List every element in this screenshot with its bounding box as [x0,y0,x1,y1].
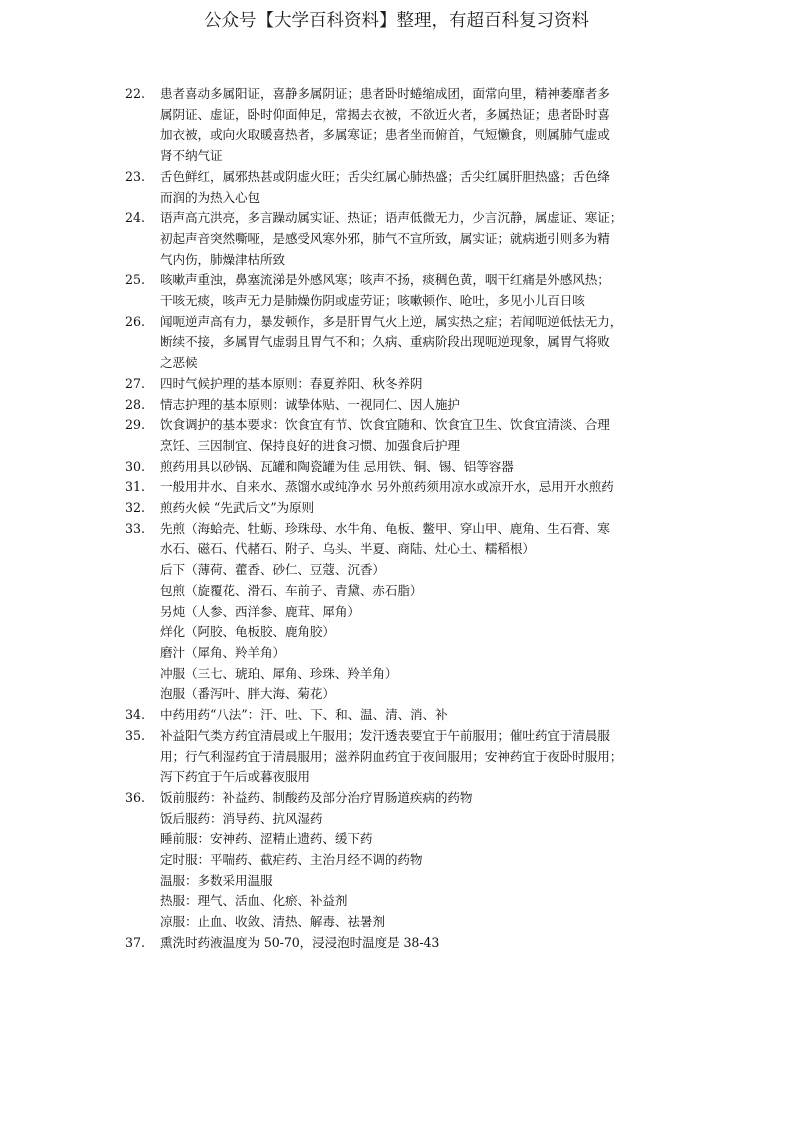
list-item [125,208,665,270]
item-text-line: 情志护理的基本原则：诚挚体贴、一视同仁、因人施护 [160,396,460,412]
item-number: 24. [125,210,146,226]
item-number: 27. [125,375,146,391]
item-text-line: 凉服：止血、收敛、清热、解毒、祛暑剂 [160,914,385,930]
item-text-line: 一般用井水、自来水、蒸馏水或纯净水 另外煎药须用凉水或凉开水，忌用开水煎药 [160,479,614,495]
item-text [160,270,665,311]
item-text-line: 饭后服药：消导药、抗风湿药 [160,810,323,826]
item-text-line: 磨汁（犀角、羚羊角） [160,644,285,660]
item-text-line: 泻下药宜于午后或暮夜服用 [160,769,310,785]
item-text [160,705,665,726]
item-text-line: 煎药用具以砂锅、瓦罐和陶瓷罐为佳 忌用铁、铜、锡、铝等容器 [160,458,514,474]
list-item [125,726,665,788]
list-item [125,457,665,478]
item-number: 22. [125,86,146,101]
item-text-line: 定时服：平喘药、截疟药、主治月经不调的药物 [160,852,423,868]
item-text-line: 冲服（三七、琥珀、犀角、珍珠、羚羊角） [160,665,398,681]
item-text [160,726,665,788]
item-text [160,374,665,395]
list-item [125,705,665,726]
item-number: 37. [125,934,146,950]
list-item [125,312,665,374]
item-text-line: 初起声音突然嘶哑，是感受风寒外邪，肺气不宣所致，属实证；就病逝引则多为精 [160,230,610,246]
item-text-line: 煎药火候 “先武后文”为原则 [160,500,315,516]
item-text [160,933,665,954]
list-item [125,933,665,954]
item-text-line: 泡服（番泻叶、胖大海、菊花） [160,686,335,702]
item-number: 35. [125,727,146,743]
item-text-line: 干咳无痰，咳声无力是肺燥伤阴或虚劳证；咳嗽顿作、呛吐，多见小儿百日咳 [160,293,585,309]
item-text-line: 用；行气利湿药宜于清晨服用；滋养阴血药宜于夜间服用；安神药宜于夜卧时服用； [160,748,623,764]
item-text-line: 包煎（旋覆花、滑石、车前子、青黛、赤石脂） [160,582,423,598]
item-text-line: 饭前服药：补益药、制酸药及部分治疗胃肠道疾病的药物 [160,789,473,805]
item-text-line: 气内伤，肺燥津枯所致 [160,251,285,267]
item-text-line: 水石、磁石、代赭石、附子、乌头、半夏、商陆、灶心土、糯稻根） [160,541,535,557]
item-text-line: 舌色鲜红，属邪热甚或阴虚火旺；舌尖红属心肺热盛；舌尖红属肝胆热盛；舌色绛 [160,168,610,184]
item-number: 32. [125,500,146,516]
list-item [125,788,665,933]
item-text-line: 四时气候护理的基本原则：春夏养阳、秋冬养阴 [160,375,423,391]
item-text-line: 之恶候 [160,355,198,371]
item-number: 26. [125,313,146,329]
item-number: 30. [125,458,146,474]
item-text [160,208,665,270]
item-text [160,84,665,167]
list-item [125,498,665,519]
item-number: 34. [125,707,146,723]
item-text-line: 另炖（人参、西洋参、鹿茸、犀角） [160,603,360,619]
item-number: 31. [125,479,146,495]
item-text-line: 熏洗时药液温度为 50-70，浸浸泡时温度是 38-43 [160,934,440,950]
item-number: 25. [125,272,146,288]
item-text-line: 烊化（阿胶、龟板胶、鹿角胶） [160,624,335,640]
list-item [125,270,665,311]
item-text-line: 断续不接，多属胃气虚弱且胃气不和；久病、重病阶段出现呃逆现象，属胃气将败 [160,334,610,350]
list-item [125,84,665,167]
list-item [125,415,665,456]
item-text-line: 热服：理气、活血、化瘀、补益剂 [160,893,348,909]
list-item [125,167,665,208]
numbered-list [125,84,665,954]
item-text-line: 闻呃逆声高有力，暴发顿作，多是肝胃气火上逆，属实热之症；若闻呃逆低怯无力， [160,313,623,329]
item-text-line: 烹饪、三因制宜、保持良好的进食习惯、加强食后护理 [160,437,460,453]
item-text-line: 患者喜动多属阳证，喜静多属阴证；患者卧时蜷缩成团，面常向里，精神萎靡者多 [160,86,610,101]
item-number: 29. [125,417,146,433]
item-text [160,415,665,456]
item-text-line: 而润的为热入心包 [160,189,260,205]
item-text-line: 饮食调护的基本要求：饮食宜有节、饮食宜随和、饮食宜卫生、饮食宜清淡、合理 [160,417,610,433]
item-text [160,477,665,498]
item-number: 23. [125,168,146,184]
list-item [125,374,665,395]
item-text-line: 属阴证、虚证，卧时仰面伸足，常揭去衣被，不欲近火者，多属热证；患者卧时喜 [160,106,610,122]
item-text-line: 补益阳气类方药宜清晨或上午服用；发汗透表要宜于午前服用；催吐药宜于清晨服 [160,727,610,743]
item-text-line: 肾不纳气证 [160,148,223,164]
list-item [125,519,665,705]
item-text [160,312,665,374]
item-text [160,395,665,416]
item-text-line: 先煎（海蛤壳、牡蛎、珍珠母、水牛角、龟板、鳖甲、穿山甲、鹿角、生石膏、寒 [160,520,610,536]
item-text-line: 语声高亢洪亮，多言躁动属实证、热证；语声低微无力，少言沉静，属虚证、寒证； [160,210,623,226]
item-number: 36. [125,789,146,805]
item-text-line: 温服：多数采用温服 [160,872,273,888]
item-text-line: 后下（薄荷、藿香、砂仁、豆蔻、沉香） [160,562,385,578]
item-text [160,519,665,705]
page-header: 公众号【大学百科资料】整理，有超百科复习资料 [204,11,589,31]
item-text-line: 咳嗽声重浊，鼻塞流涕是外感风寒；咳声不扬，痰稠色黄，咽干红痛是外感风热； [160,272,610,288]
item-text-line: 睡前服：安神药、涩精止遗药、缓下药 [160,831,373,847]
list-item [125,477,665,498]
item-text [160,457,665,478]
item-number: 28. [125,396,146,412]
item-text [160,788,665,933]
item-text [160,167,665,208]
item-number: 33. [125,520,146,536]
item-text-line: 加衣被，或向火取暖喜热者，多属寒证；患者坐而俯首，气短懒食，则属肺气虚或 [160,127,610,143]
item-text [160,498,665,519]
item-text-line: 中药用药“八法”：汗、吐、下、和、温、清、消、补 [160,707,448,723]
list-item [125,395,665,416]
